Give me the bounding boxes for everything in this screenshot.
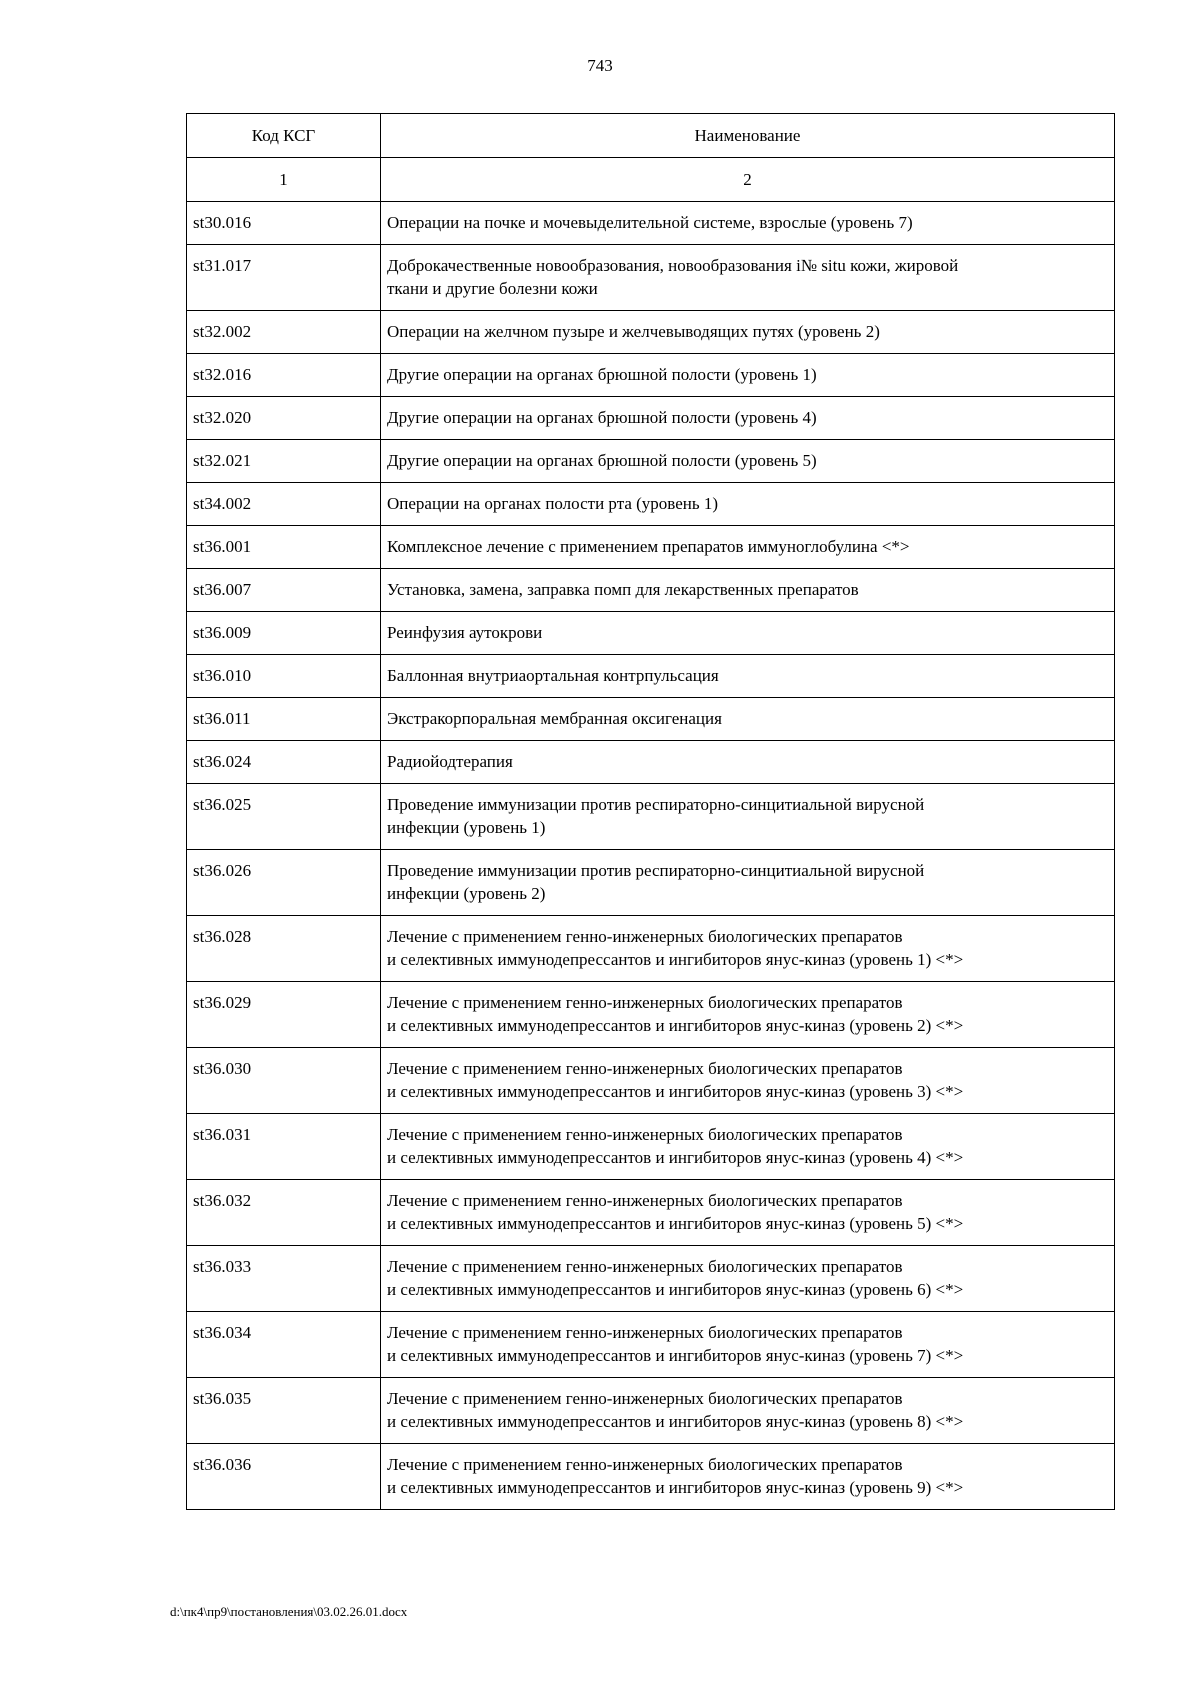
table-row [187, 397, 1115, 440]
table-row [187, 612, 1115, 655]
ksg-code-cell: st32.021 [187, 440, 381, 483]
ksg-code-cell: st36.036 [187, 1444, 381, 1510]
ksg-code-cell: st32.002 [187, 311, 381, 354]
ksg-name-cell: Другие операции на органах брюшной полости (уровень 1) [381, 354, 1115, 397]
ksg-code-cell: st36.025 [187, 784, 381, 850]
ksg-code-cell: st36.032 [187, 1180, 381, 1246]
ksg-name-cell: Другие операции на органах брюшной полости (уровень 5) [381, 440, 1115, 483]
table-row [187, 1246, 1115, 1312]
table-row [187, 440, 1115, 483]
table-row [187, 850, 1115, 916]
table-row [187, 1378, 1115, 1444]
table-row [187, 741, 1115, 784]
column-number-2: 2 [381, 158, 1115, 202]
ksg-code-cell: st36.034 [187, 1312, 381, 1378]
ksg-name-cell: Комплексное лечение с применением препаратов иммуноглобулина <*> [381, 526, 1115, 569]
ksg-name-cell: Лечение с применением генно-инженерных биологических препаратов и селективных иммунодепрессантов и ингибиторов янус-киназ (уровень 2) <*> [381, 982, 1115, 1048]
ksg-code-cell: st36.010 [187, 655, 381, 698]
table-body [187, 202, 1115, 1510]
header-code: Код КСГ [187, 114, 381, 158]
ksg-name-cell: Доброкачественные новообразования, новообразования i№ situ кожи, жировой ткани и другие болезни кожи [381, 245, 1115, 311]
column-number-row [187, 158, 1115, 202]
table-row [187, 655, 1115, 698]
ksg-table [186, 113, 1115, 1510]
ksg-code-cell: st36.024 [187, 741, 381, 784]
ksg-code-cell: st32.020 [187, 397, 381, 440]
table-row [187, 311, 1115, 354]
ksg-code-cell: st30.016 [187, 202, 381, 245]
ksg-name-cell: Лечение с применением генно-инженерных биологических препаратов и селективных иммунодепрессантов и ингибиторов янус-киназ (уровень 1) <*> [381, 916, 1115, 982]
ksg-name-cell: Проведение иммунизации против респираторно-синцитиальной вирусной инфекции (уровень 1) [381, 784, 1115, 850]
ksg-code-cell: st34.002 [187, 483, 381, 526]
table-row [187, 354, 1115, 397]
table-row [187, 1048, 1115, 1114]
table-row [187, 916, 1115, 982]
table-row [187, 784, 1115, 850]
ksg-code-cell: st36.007 [187, 569, 381, 612]
ksg-code-cell: st36.030 [187, 1048, 381, 1114]
ksg-name-cell: Другие операции на органах брюшной полости (уровень 4) [381, 397, 1115, 440]
table-row [187, 1180, 1115, 1246]
page-number: 743 [587, 56, 613, 75]
ksg-code-cell: st36.031 [187, 1114, 381, 1180]
ksg-name-cell: Проведение иммунизации против респираторно-синцитиальной вирусной инфекции (уровень 2) [381, 850, 1115, 916]
footer-file-path: d:\пк4\пр9\постановления\03.02.26.01.docx [170, 1604, 408, 1619]
ksg-code-cell: st36.011 [187, 698, 381, 741]
ksg-name-cell: Лечение с применением генно-инженерных биологических препаратов и селективных иммунодепрессантов и ингибиторов янус-киназ (уровень 7) <*> [381, 1312, 1115, 1378]
ksg-name-cell: Радиойодтерапия [381, 741, 1115, 784]
ksg-name-cell: Операции на желчном пузыре и желчевыводящих путях (уровень 2) [381, 311, 1115, 354]
ksg-code-cell: st36.028 [187, 916, 381, 982]
header-name: Наименование [381, 114, 1115, 158]
ksg-name-cell: Лечение с применением генно-инженерных биологических препаратов и селективных иммунодепрессантов и ингибиторов янус-киназ (уровень 8) <*> [381, 1378, 1115, 1444]
ksg-code-cell: st36.033 [187, 1246, 381, 1312]
table-row [187, 982, 1115, 1048]
table-row [187, 483, 1115, 526]
ksg-code-cell: st31.017 [187, 245, 381, 311]
table-row [187, 202, 1115, 245]
ksg-code-cell: st36.035 [187, 1378, 381, 1444]
table-row [187, 569, 1115, 612]
ksg-code-cell: st36.009 [187, 612, 381, 655]
ksg-name-cell: Экстракорпоральная мембранная оксигенация [381, 698, 1115, 741]
table-header [187, 114, 1115, 202]
header-row [187, 114, 1115, 158]
ksg-code-cell: st36.001 [187, 526, 381, 569]
ksg-name-cell: Реинфузия аутокрови [381, 612, 1115, 655]
table-row [187, 245, 1115, 311]
table-row [187, 1114, 1115, 1180]
ksg-name-cell: Операции на органах полости рта (уровень 1) [381, 483, 1115, 526]
ksg-code-cell: st36.029 [187, 982, 381, 1048]
table-row [187, 526, 1115, 569]
column-number-1: 1 [187, 158, 381, 202]
ksg-name-cell: Лечение с применением генно-инженерных биологических препаратов и селективных иммунодепрессантов и ингибиторов янус-киназ (уровень 6) <*> [381, 1246, 1115, 1312]
table-row [187, 698, 1115, 741]
ksg-name-cell: Лечение с применением генно-инженерных биологических препаратов и селективных иммунодепрессантов и ингибиторов янус-киназ (уровень 4) <*> [381, 1114, 1115, 1180]
ksg-name-cell: Лечение с применением генно-инженерных биологических препаратов и селективных иммунодепрессантов и ингибиторов янус-киназ (уровень 9) <*> [381, 1444, 1115, 1510]
ksg-name-cell: Лечение с применением генно-инженерных биологических препаратов и селективных иммунодепрессантов и ингибиторов янус-киназ (уровень 3) <*> [381, 1048, 1115, 1114]
ksg-name-cell: Лечение с применением генно-инженерных биологических препаратов и селективных иммунодепрессантов и ингибиторов янус-киназ (уровень 5) <*> [381, 1180, 1115, 1246]
ksg-name-cell: Установка, замена, заправка помп для лекарственных препаратов [381, 569, 1115, 612]
ksg-name-cell: Операции на почке и мочевыделительной системе, взрослые (уровень 7) [381, 202, 1115, 245]
ksg-name-cell: Баллонная внутриаортальная контрпульсация [381, 655, 1115, 698]
ksg-code-cell: st32.016 [187, 354, 381, 397]
ksg-code-cell: st36.026 [187, 850, 381, 916]
table-row [187, 1312, 1115, 1378]
table-row [187, 1444, 1115, 1510]
